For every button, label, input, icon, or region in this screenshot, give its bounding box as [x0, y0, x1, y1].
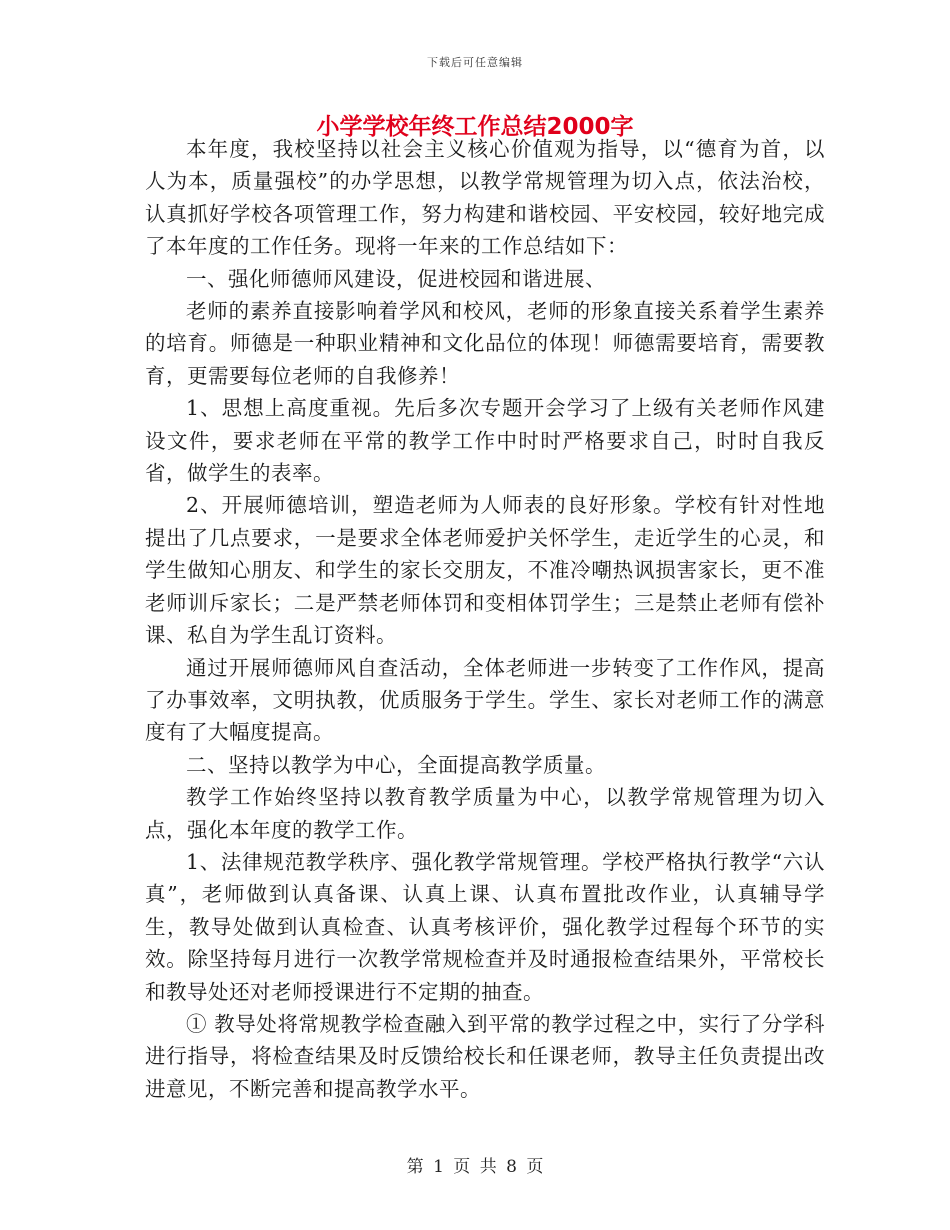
document-body — [145, 133, 825, 1105]
paragraph-intro: 本年度，我校坚持以社会主义核心价值观为指导，以“德育为首，以人为本，质量强校”的办学思想，以教学常规管理为切入点，依法治校，认真抓好学校各项管理工作，努力构建和谐校园、平安校园，较好地完成了本年度的工作任务。现将一年来的工作总结如下： — [145, 137, 825, 259]
paragraph-section-1-heading: 一、强化师德师风建设，促进校园和谐进展、 — [186, 266, 606, 291]
paragraph-item-2: 2、开展师德培训，塑造老师为人师表的良好形象。学校有针对性地提出了几点要求，一是要求全体老师爱护关怀学生，走近学生的心灵，和学生做知心朋友、和学生的家长交朋友，不准冷嘲热讽损害家长，更不准老师训斥家长；二是严禁老师体罚和变相体罚学生；三是禁止老师有偿补课、私自为学生乱订资料。 — [145, 493, 825, 648]
paragraph-teaching-item-1: 1、法律规范教学秩序、强化教学常规管理。学校严格执行教学“六认真”，老师做到认真备课、认真上课、认真布置批改作业，认真辅导学生，教导处做到认真检查、认真考核评价，强化教学过程每个环节的实效。除坚持每月进行一次教学常规检查并及时通报检查结果外，平常校长和教导处还对老师授课进行不定期的抽查。 — [145, 849, 825, 1004]
paragraph-self-check: 通过开展师德师风自查活动，全体老师进一步转变了工作作风，提高了办事效率，文明执教，优质服务于学生。学生、家长对老师工作的满意度有了大幅度提高。 — [145, 655, 825, 745]
page-header: 下载后可任意编辑 — [427, 56, 523, 69]
paragraph-teacher-quality: 老师的素养直接影响着学风和校风，老师的形象直接关系着学生素养的培育。师德是一种职业精神和文化品位的体现！师德需要培育，需要教育，更需要每位老师的自我修养！ — [145, 299, 825, 388]
page-number: 第 1 页 共 8 页 — [406, 1157, 544, 1177]
paragraph-teaching-center: 教学工作始终坚持以教育教学质量为中心，以教学常规管理为切入点，强化本年度的教学工作。 — [145, 785, 825, 842]
paragraph-section-2-heading: 二、坚持以教学为中心，全面提高教学质量。 — [186, 752, 606, 777]
paragraph-teaching-subitem-1: ① 教导处将常规教学检查融入到平常的教学过程之中，实行了分学科进行指导，将检查结果及时反馈给校长和任课老师，教导主任负责提出改进意见，不断完善和提高教学水平。 — [145, 1011, 825, 1101]
document-title: 小学学校年终工作总结2000字 — [316, 114, 634, 140]
paragraph-item-1: 1、思想上高度重视。先后多次专题开会学习了上级有关老师作风建设文件，要求老师在平常的教学工作中时时严格要求自己，时时自我反省，做学生的表率。 — [145, 396, 825, 486]
